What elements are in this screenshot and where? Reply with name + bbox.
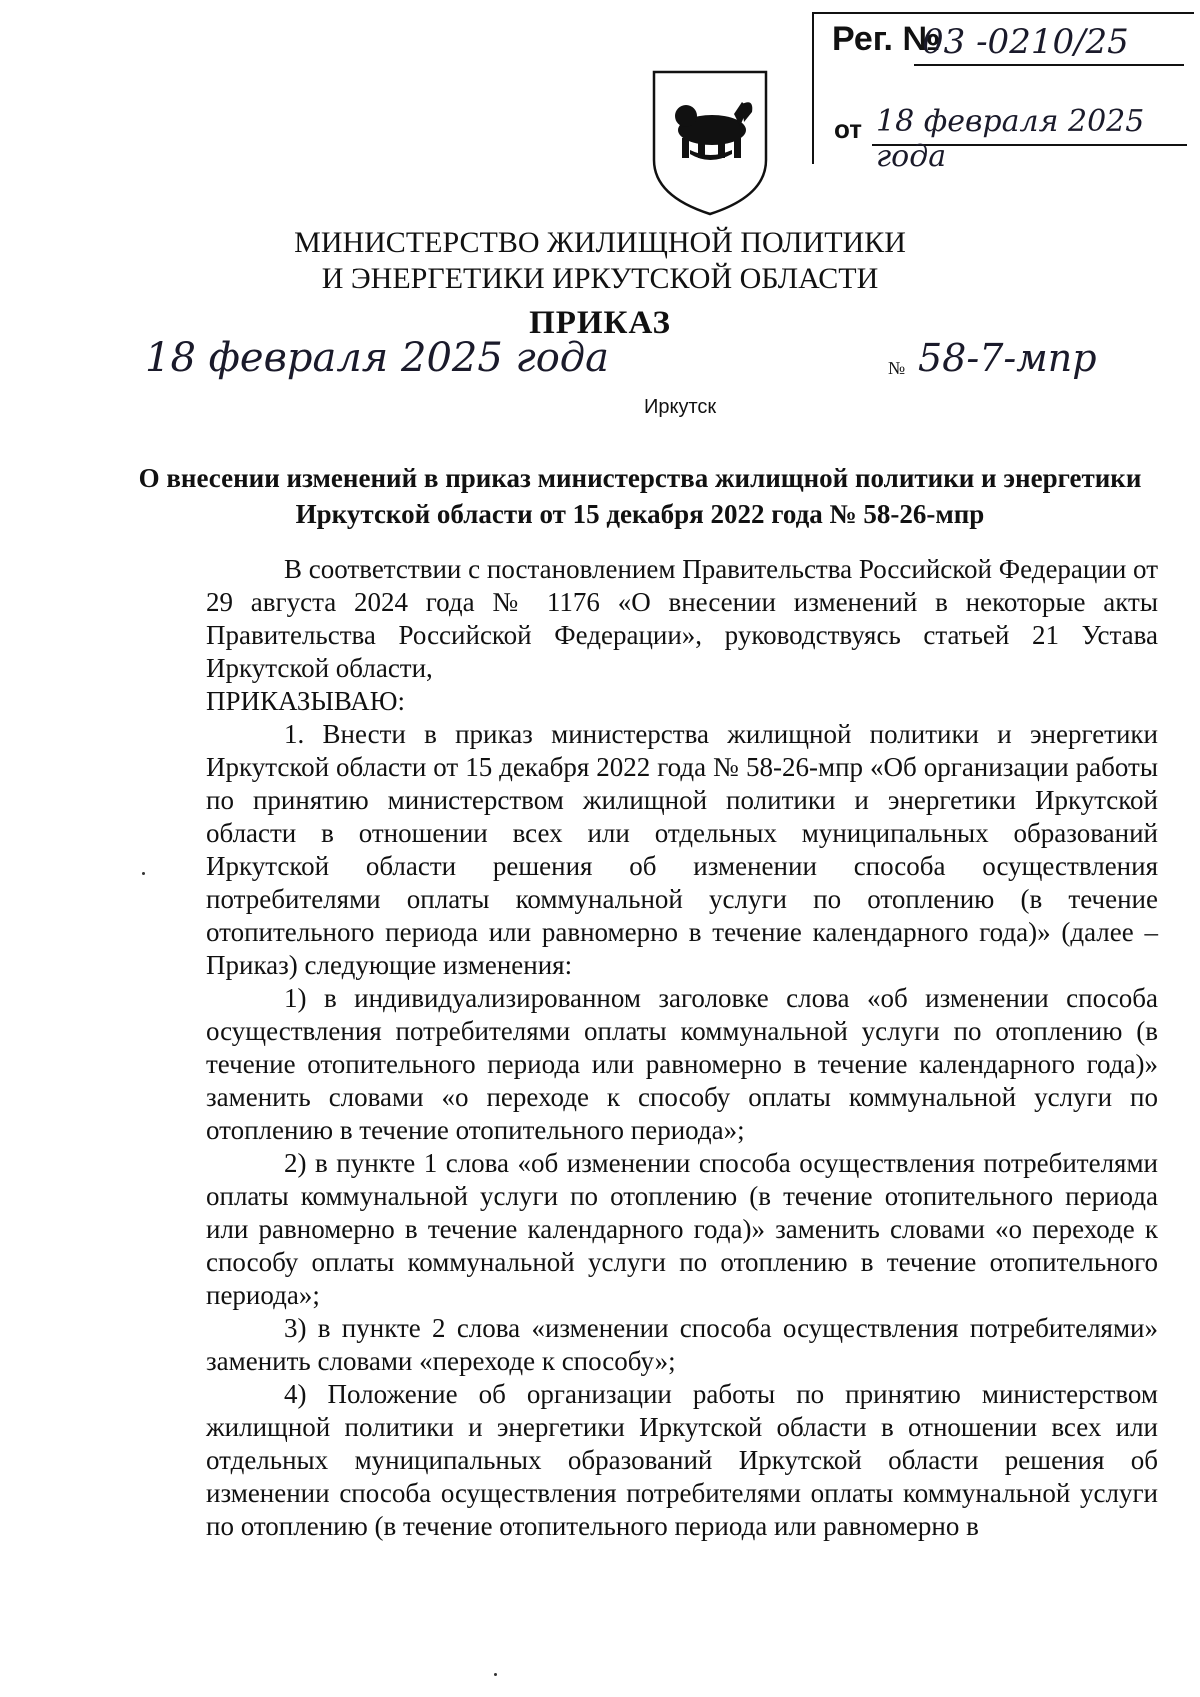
reg-number-label: Рег. № bbox=[832, 20, 941, 58]
subitem-3-paragraph: 3) в пункте 2 слова «изменении способа осуществления потребителями» заменить словами «переходе к способу»; bbox=[206, 1313, 1158, 1376]
handwritten-order-date: 18 февраля 2025 года bbox=[145, 335, 610, 381]
registration-stamp bbox=[812, 12, 1194, 174]
order-subject: О внесении изменений в приказ министерства жилищной политики и энергетики Иркутской области от 15 декабря 2022 года № 58-26-мпр bbox=[138, 463, 1142, 529]
item-1-paragraph: 1. Внести в приказ министерства жилищной политики и энергетики Иркутской области от 15 декабря 2022 года № 58-26-мпр «Об организации работы по принятию министерством жилищной политики и энергетики Иркутской области в отношении всех или отдельных муниципальных образований Иркутской области решения об изменении способа осуществления потребителями оплаты коммунальной услуги по отоплению (в течение отопительного периода или равномерно в течение календарного года)» (далее – Приказ) следующие изменения: bbox=[206, 719, 1158, 980]
document-type-title: ПРИКАЗ bbox=[529, 305, 671, 341]
reg-date-value: 18 февраля 2025 года bbox=[876, 104, 1145, 174]
order-body bbox=[206, 553, 1158, 1543]
reg-number-underline bbox=[914, 64, 1184, 66]
coat-of-arms-emblem bbox=[650, 68, 770, 218]
city-name: Иркутск bbox=[644, 396, 717, 418]
subitem-2-paragraph: 2) в пункте 1 слова «об изменении способа осуществления потребителями оплаты коммунальной услуги по отоплению (в течение отопительного периода или равномерно в течение календарного года)» заменить словами «о переходе к способу оплаты коммунальной услуги по отоплению в течение отопительного периода»; bbox=[206, 1148, 1158, 1310]
order-number-label: № bbox=[888, 358, 906, 378]
order-word: ПРИКАЗЫВАЮ: bbox=[206, 686, 405, 716]
reg-number-value: 03 -0210/25 bbox=[922, 22, 1129, 62]
subitem-4-paragraph: 4) Положение об организации работы по принятию министерством жилищной политики и энергетики Иркутской области в отношении всех или отдельных муниципальных образований Иркутской области решения об изменении способа осуществления потребителями оплаты коммунальной услуги по отоплению (в течение отопительного периода или равномерно в bbox=[206, 1379, 1158, 1541]
preamble-paragraph: В соответствии с постановлением Правительства Российской Федерации от 29 августа 2024 года № 1176 «О внесении изменений в некоторые акты Правительства Российской Федерации», руководствуясь статьей 21 Устава Иркутской области, bbox=[206, 554, 1158, 683]
scan-speck bbox=[494, 1673, 497, 1676]
scan-speck bbox=[142, 872, 145, 875]
ministry-name-line1: МИНИСТЕРСТВО ЖИЛИЩНОЙ ПОЛИТИКИ bbox=[294, 226, 906, 259]
ministry-name-line2: И ЭНЕРГЕТИКИ ИРКУТСКОЙ ОБЛАСТИ bbox=[321, 262, 879, 295]
handwritten-order-number: 58-7-мпр bbox=[918, 336, 1097, 380]
reg-date-label: от bbox=[834, 114, 862, 144]
subitem-1-paragraph: 1) в индивидуализированном заголовке слова «об изменении способа осуществления потребителями оплаты коммунальной услуги по отоплению (в течение отопительного периода или равномерно в течение календарного года)» заменить словами «о переходе к способу оплаты коммунальной услуги по отоплению в течение отопительного периода»; bbox=[206, 983, 1158, 1145]
